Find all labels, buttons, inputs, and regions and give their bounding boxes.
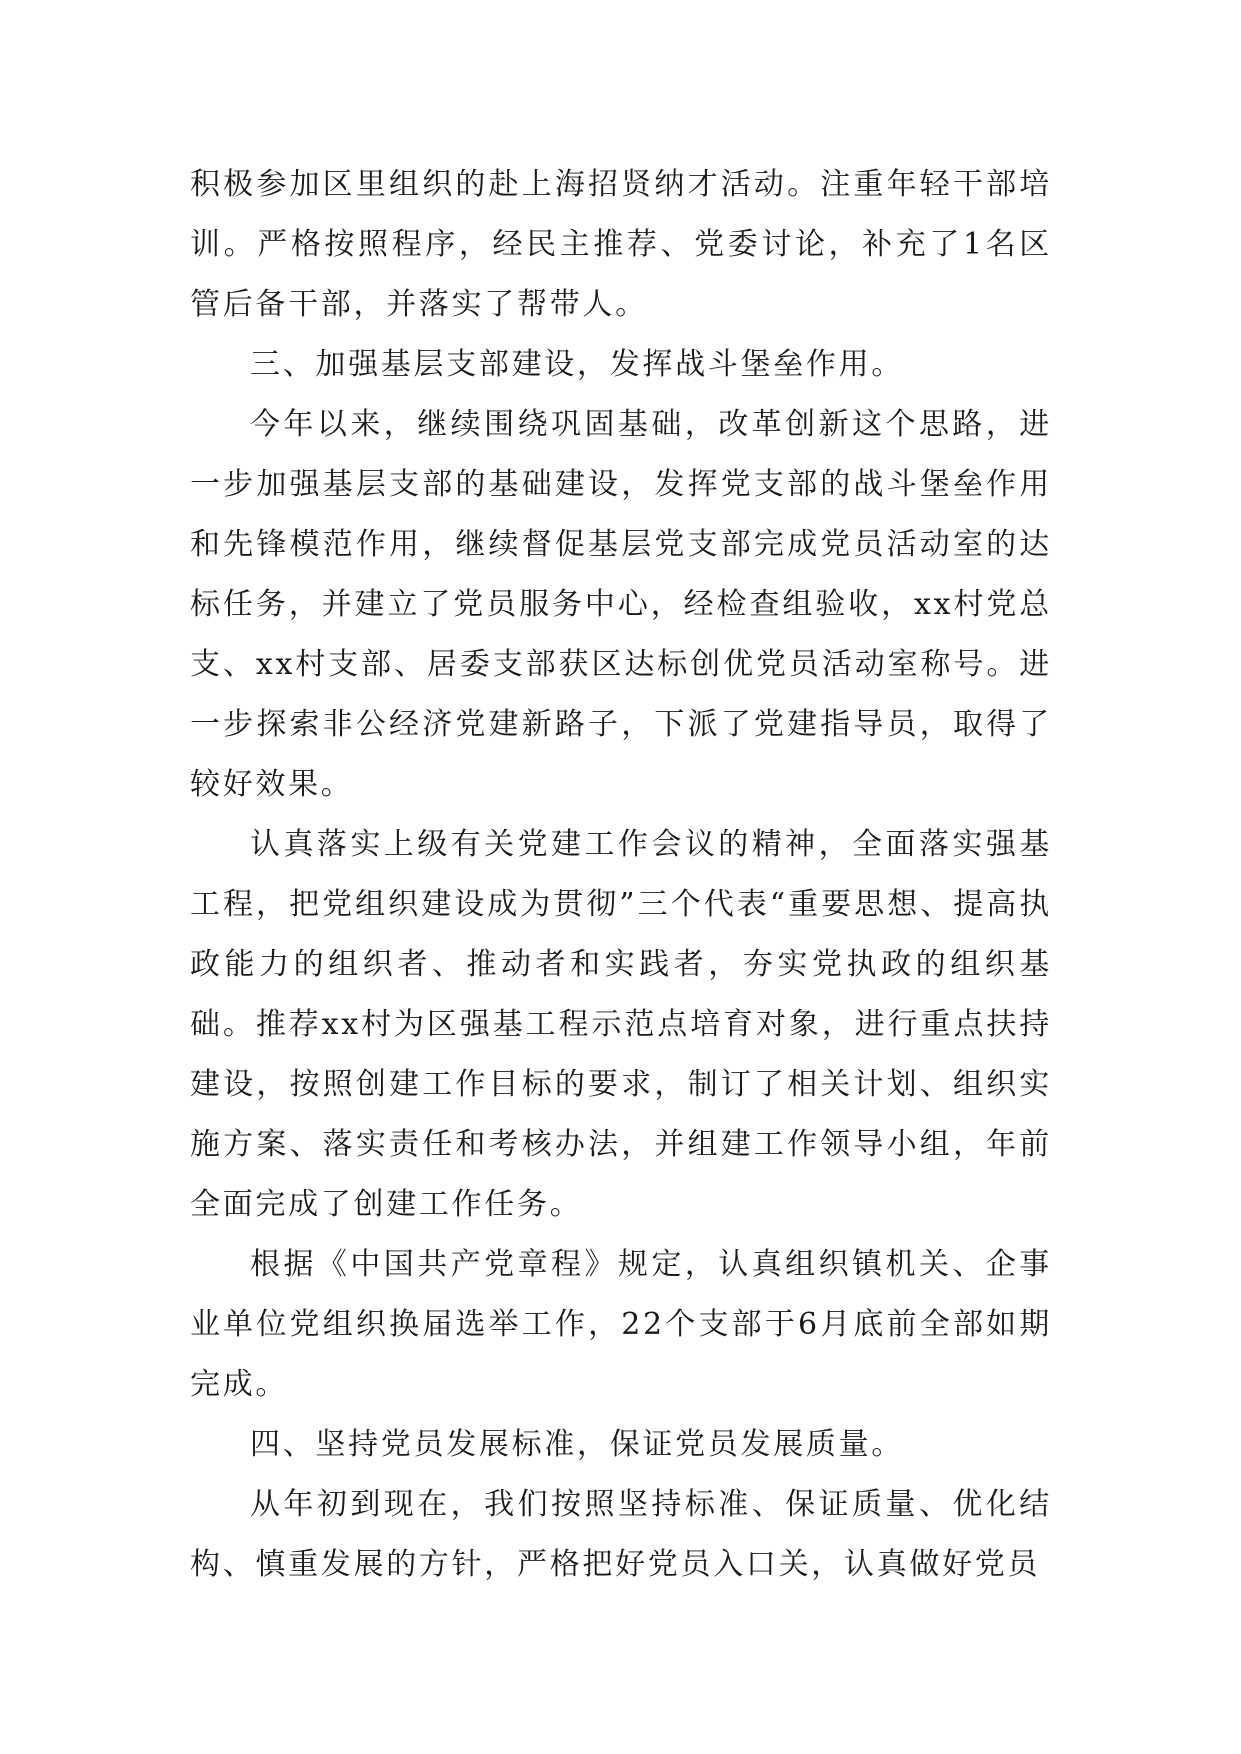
- paragraph: 认真落实上级有关党建工作会议的精神，全面落实强基工程，把党组织建设成为贯彻”三个代表“重要思想、提高执政能力的组织者、推动者和实践者，夯实党执政的组织基础。推荐xx村为区强基工程示范点培育对象，进行重点扶持建设，按照创建工作目标的要求，制订了相关计划、组织实施方案、落实责任和考核办法，并组建工作领导小组，年前全面完成了创建工作任务。: [190, 827, 1052, 1222]
- paragraph-continuation: 积极参加区里组织的赴上海招贤纳才活动。注重年轻干部培训。严格按照程序，经民主推荐、党委讨论，补充了1名区管后备干部，并落实了帮带人。: [190, 167, 1052, 322]
- section-heading-three: 三、加强基层支部建设，发挥战斗堡垒作用。: [250, 347, 904, 382]
- paragraph: 从年初到现在，我们按照坚持标准、保证质量、优化结构、慎重发展的方针，严格把好党员入口关，认真做好党员: [190, 1487, 1052, 1582]
- paragraph: 今年以来，继续围绕巩固基础，改革创新这个思路，进一步加强基层支部的基础建设，发挥党支部的战斗堡垒作用和先锋模范作用，继续督促基层党支部完成党员活动室的达标任务，并建立了党员服务中心，经检查组验收，xx村党总支、xx村支部、居委支部获区达标创优党员活动室称号。进一步探索非公经济党建新路子，下派了党建指导员，取得了较好效果。: [190, 407, 1052, 802]
- paragraph: 根据《中国共产党章程》规定，认真组织镇机关、企事业单位党组织换届选举工作，22个支部于6月底前全部如期完成。: [190, 1247, 1052, 1402]
- document-body: [190, 155, 1052, 1595]
- section-heading-four: 四、坚持党员发展标准，保证党员发展质量。: [250, 1427, 904, 1462]
